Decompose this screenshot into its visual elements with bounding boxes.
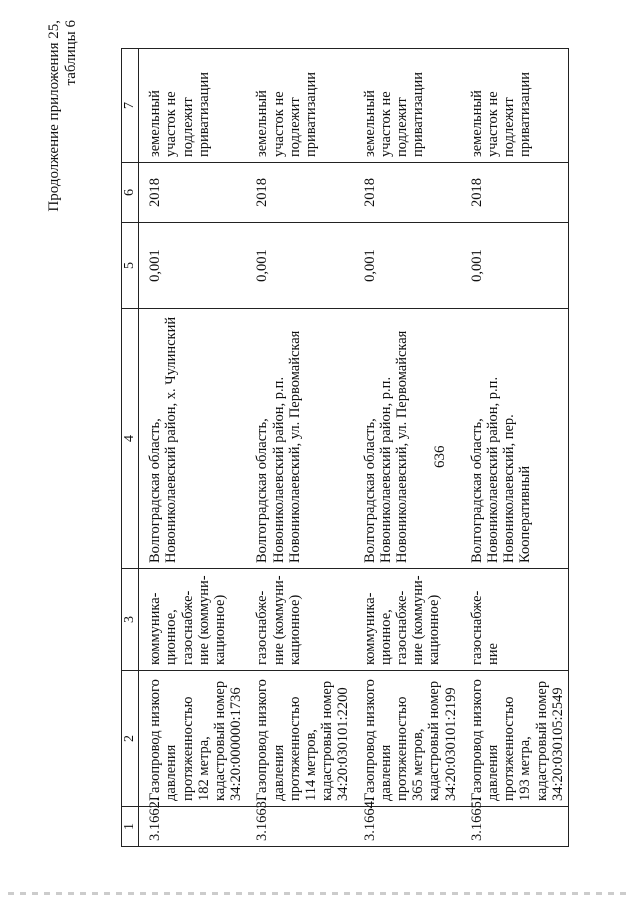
object-status: земельный участок не подлежит приватизации xyxy=(354,49,461,163)
scan-edge-artifact xyxy=(8,892,628,895)
column-number-row xyxy=(122,49,139,847)
table-row xyxy=(354,49,461,847)
object-name: Газопровод низкого давления протяженностью 365 метров, кадастровый номер 34:20:030101:2199 xyxy=(354,671,461,807)
object-status: земельный участок не подлежит приватизации xyxy=(246,49,353,163)
column-header-6: 6 xyxy=(122,163,139,223)
continuation-heading xyxy=(46,20,80,320)
object-name: Газопровод низкого давления протяженностью 193 метра, кадастровый номер 34:20:030105:2549 xyxy=(461,671,569,807)
object-area: 0,001 xyxy=(354,223,461,309)
object-area: 0,001 xyxy=(139,223,247,309)
object-area: 0,001 xyxy=(246,223,353,309)
object-address: Волгоградская область, Новониколаевский район, х. Чулинский xyxy=(139,309,247,569)
column-header-5: 5 xyxy=(122,223,139,309)
table-row xyxy=(246,49,353,847)
page-number: 636 xyxy=(432,445,448,468)
row-number: 3.1663. xyxy=(246,807,353,847)
object-name: Газопровод низкого давления протяженностью 114 метров, кадастровый номер 34:20:030101:2200 xyxy=(246,671,353,807)
object-status: земельный участок не подлежит приватизации xyxy=(139,49,247,163)
object-address: Волгоградская область, Новониколаевский район, р.п. Новониколаевский, ул. Первомайская xyxy=(354,309,461,569)
column-header-2: 2 xyxy=(122,671,139,807)
object-year: 2018 xyxy=(139,163,247,223)
object-area: 0,001 xyxy=(461,223,569,309)
table-row xyxy=(139,49,247,847)
object-address: Волгоградская область, Новониколаевский район, р.п. Новониколаевский, пер. Кооперативный xyxy=(461,309,569,569)
continuation-line-1: Продолжение приложения 25, xyxy=(46,20,62,212)
row-number: 3.1665. xyxy=(461,807,569,847)
object-year: 2018 xyxy=(246,163,353,223)
row-number: 3.1662. xyxy=(139,807,247,847)
column-header-7: 7 xyxy=(122,49,139,163)
object-purpose: газоснабже- ние (коммуни- кационное) xyxy=(246,569,353,671)
object-purpose: коммуника- ционное, газоснабже- ние (коммуни- кационное) xyxy=(139,569,247,671)
column-header-1: 1 xyxy=(122,807,139,847)
table-row xyxy=(461,49,569,847)
continuation-line-2: таблицы 6 xyxy=(63,20,79,86)
column-header-3: 3 xyxy=(122,569,139,671)
object-status: земельный участок не подлежит приватизации xyxy=(461,49,569,163)
column-header-4: 4 xyxy=(122,309,139,569)
row-number: 3.1664. xyxy=(354,807,461,847)
object-year: 2018 xyxy=(461,163,569,223)
object-purpose: коммуника- ционное, газоснабже- ние (коммуни- кационное) xyxy=(354,569,461,671)
object-year: 2018 xyxy=(354,163,461,223)
object-address: Волгоградская область, Новониколаевский район, р.п. Новониколаевский, ул. Первомайская xyxy=(246,309,353,569)
object-name: Газопровод низкого давления протяженностью 182 метра, кадастровый номер 34:20:000000:1736 xyxy=(139,671,247,807)
object-purpose: газоснабже- ние xyxy=(461,569,569,671)
registry-table xyxy=(121,48,569,847)
